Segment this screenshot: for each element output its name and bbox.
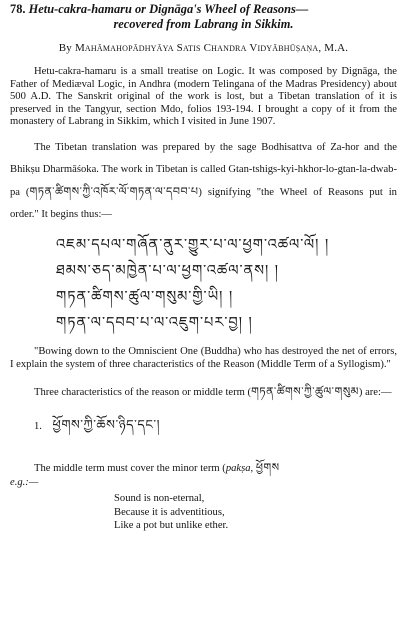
item-tibetan: ཕྱོགས་ཀྱི་ཆོས་ཉིད་དང་། <box>52 418 161 434</box>
verse-line-2: ཐམས་ཅད་མཁྱེན་པ་ལ་ཕྱག་འཚལ་ནས། ། <box>56 262 280 279</box>
item-number: 1. <box>34 421 42 433</box>
title-line-2: recovered from Labrang in Sikkim. <box>113 17 294 31</box>
translation-paragraph <box>10 137 397 226</box>
byline <box>10 42 397 54</box>
translation-after: ) signifying "the Wheel of Reasons put in order." It begins thus:— <box>10 186 397 220</box>
eg-label: e.g.:— <box>10 477 39 489</box>
example-line-2: Because it is adventitious, <box>114 506 225 518</box>
intro-paragraph: Hetu-cakra-hamaru is a small treatise on Logic. It was composed by Dignāga, the Father of Mediæval Logic, in Andhra (modern Telingana of the Madras Presidency) about 500 A.D. The Sanskrit original of the work is lost, but a Tibetan translation of it is preserved in the Tangyur, section Mdo, folios 193-194. I brought a copy of it from the monastery of Labrang in Sikkim, which I visited in June 1907. <box>10 66 397 128</box>
paksa-term: pakṣa, <box>225 463 254 475</box>
middle-term-paragraph <box>10 461 397 490</box>
three-characteristics <box>10 379 397 406</box>
three-tibetan: གཏན་ཚིགས་ཀྱི་ཚུལ་གསུམ <box>251 385 359 399</box>
translation-intro: The Tibetan translation was prepared by the sage Bodhisattva of Za-hor and the Bhikṣu Dharmāśoka. The work in Tibetan is called Gtan-tshigs-kyi-hkhor-lo-gtan-la-dwab-pa ( <box>10 141 397 198</box>
example-line-3: Like a pot but unlike ether. <box>114 520 229 532</box>
title-line-1: Hetu-cakra-hamaru or Dignāga's Wheel of Reasons— <box>28 2 309 16</box>
byline-prefix: By <box>58 42 72 54</box>
article-number: 78. <box>10 2 26 16</box>
characteristic-item-1 <box>34 410 397 447</box>
middle-tibetan: ཕྱོགས <box>255 461 280 475</box>
tibetan-title: གཏན་ཚིགས་ཀྱི་འཁོར་ལོ་གཏན་ལ་དབབ་པ <box>29 184 199 198</box>
page <box>0 2 405 644</box>
translation-quote: "Bowing down to the Omniscient One (Buddha) who has destroyed the net of errors, I explain the system of three characteristics of the Reason (Middle Term of a Syllogism)." <box>10 345 397 370</box>
three-after: ) are:— <box>358 387 392 399</box>
verse-line-4: གཏན་ལ་དབབ་པ་ལ་འཇུག་པར་བྱ། ། <box>56 314 253 331</box>
author-name: Mahāmahopādhyāya Satis Chandra Vidyābhūṣaṇa, M.A. <box>74 42 349 54</box>
middle-text: The middle term must cover the minor term ( <box>34 463 226 475</box>
verse-line-3: གཏན་ཚིགས་ཚུལ་གསུམ་གྱི་ཡི། ། <box>56 288 234 305</box>
verse-line-1: འཇམ་དཔལ་གཞོན་ནུར་གྱུར་པ་ལ་ཕྱག་འཚལ་ལོ། ། <box>56 236 330 253</box>
syllogism-example <box>114 492 397 533</box>
tibetan-verses <box>56 232 397 336</box>
article-title <box>10 2 397 32</box>
three-intro: Three characteristics of the reason or middle term ( <box>34 387 252 399</box>
example-line-1: Sound is non-eternal, <box>114 493 205 505</box>
